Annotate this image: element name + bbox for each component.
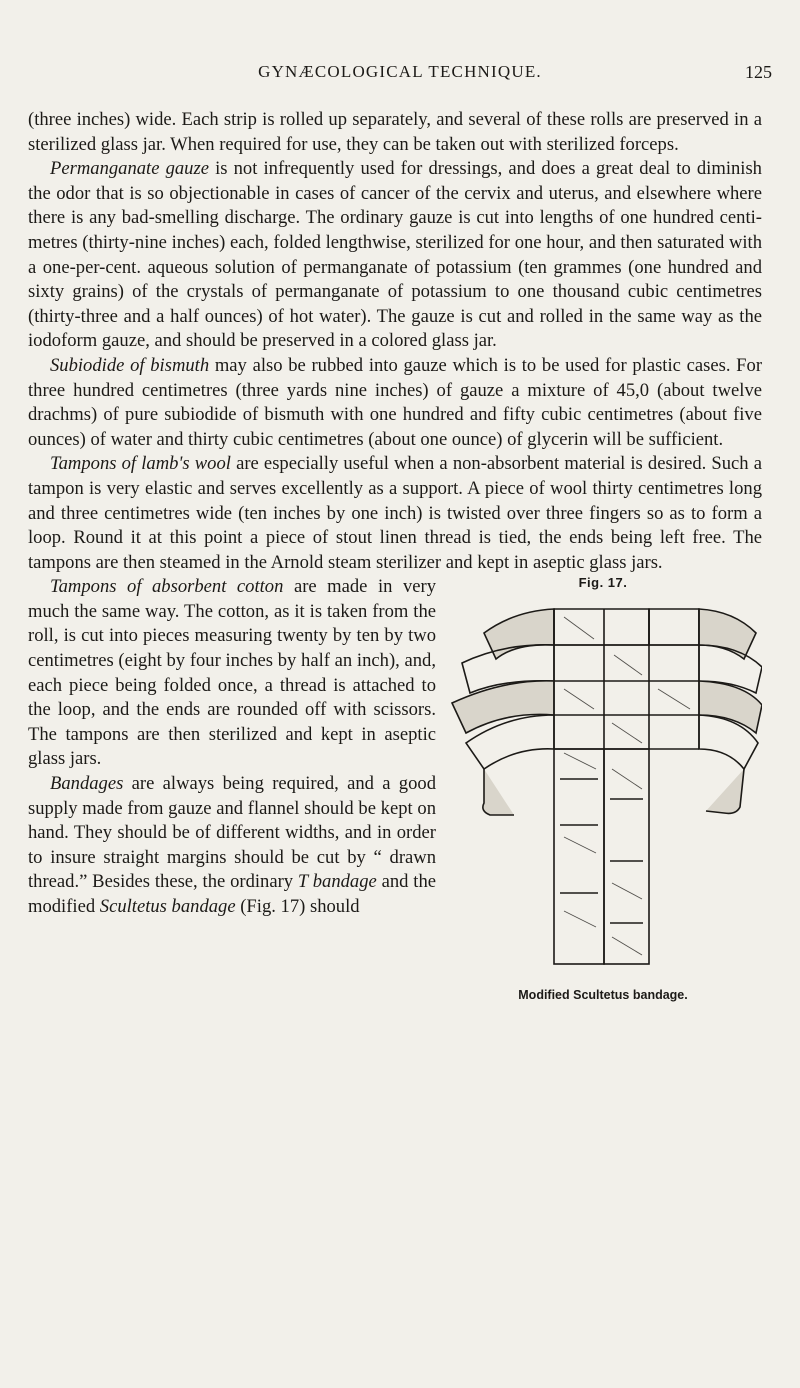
figure-label: Fig. 17. (578, 575, 628, 591)
paragraph-1 (28, 108, 762, 157)
paragraph-text: (three inches) wide. Each strip is rolled up separately, and several of these rolls are preserved in a sterilized glass jar. When required for use, they can be taken out with sterilized forceps. (28, 109, 762, 155)
paragraph-text: are made in very much the same way. The cotton, as it is taken from the roll, is cut into pieces measuring twenty by ten by two centimetres (eight by four inches by half an inch), and, each piece being folded once, a thread is attached to the loop, and the ends are rounded off with scissors. The tampons are then sterilized and kept in aseptic glass jars. (28, 576, 436, 770)
figure-17 (444, 575, 762, 1007)
paragraph-2 (28, 157, 762, 354)
page-number: 125 (745, 62, 772, 82)
paragraph-text: are always being required, and a good supply made from gauze and flannel should be kept on hand. They should be of different widths, and in order to insure straight margins should be cut by “ drawn thread.” Besides these, the ordinary (28, 773, 436, 893)
running-title: GYNÆCOLOGICAL TECHNIQUE. (258, 62, 542, 81)
paragraph-text: is not infrequently used for dressings, and does a great deal to diminish the odor that is so objectionable in cases of cancer of the cervix and uterus, and elsewhere where there is any bad-smelling discharge. The ordinary gauze is cut into lengths of one hundred centi-metres (thirty-nine inches) each, folded lengthwise, sterilized for one hour, and then saturated with a one-per-cent. aqueous solution of permanganate of potassium (ten grammes (one hundred and sixty grains) of the crystals of permanganate of potassium to one thousand cubic centimetres (thirty-three and a half ounces) of hot water). The gauze is cut and rolled in the same way as the iodoform gauze, and should be preserved in a colored glass jar. (28, 158, 762, 352)
paragraph-lead: Tampons of lamb's wool (50, 453, 231, 475)
body-text (28, 108, 762, 1011)
paragraph-4 (28, 452, 762, 575)
paragraph-text: are especially useful when a non-absorbent material is desired. Such a tampon is very elastic and serves excellently as a support. A piece of wool thirty centimetres long and three centimetres wide (ten inches by one inch) is twisted over three fingers so as to form a loop. Round it at this point a piece of stout linen thread is tied, the ends being left free. The tampons are then steamed in the Arnold steam sterilizer and kept in aseptic glass jars. (28, 453, 762, 573)
paragraph-term: Scultetus bandage (99, 896, 236, 917)
paragraph-lead: Tampons of absorbent cotton (50, 576, 284, 598)
paragraph-lead: Subiodide of bismuth (50, 354, 210, 376)
paragraph-text: (Fig. 17) should (235, 896, 360, 917)
running-header (28, 62, 772, 86)
paragraph-lead: Bandages (50, 773, 124, 795)
figure-caption: Modified Scultetus bandage. (518, 988, 688, 1003)
paragraph-term: T bandage (297, 871, 377, 893)
paragraph-text: and the modified (28, 871, 436, 917)
scultetus-bandage-illustration (444, 593, 762, 978)
paragraph-3 (28, 354, 762, 452)
paragraph-lead: Permanganate gauze (50, 158, 209, 180)
paragraph-text: may also be rubbed into gauze which is to be used for plastic cases. For three hundred centimetres (three yards nine inches) of gauze a mixture of 45,0 (about twelve drachms) of pure subiodide of bismuth with one hundred and fifty cubic centimetres (about five ounces) of water and thirty cubic centimetres (about one ounce) of glycerin will be sufficient. (28, 354, 763, 450)
